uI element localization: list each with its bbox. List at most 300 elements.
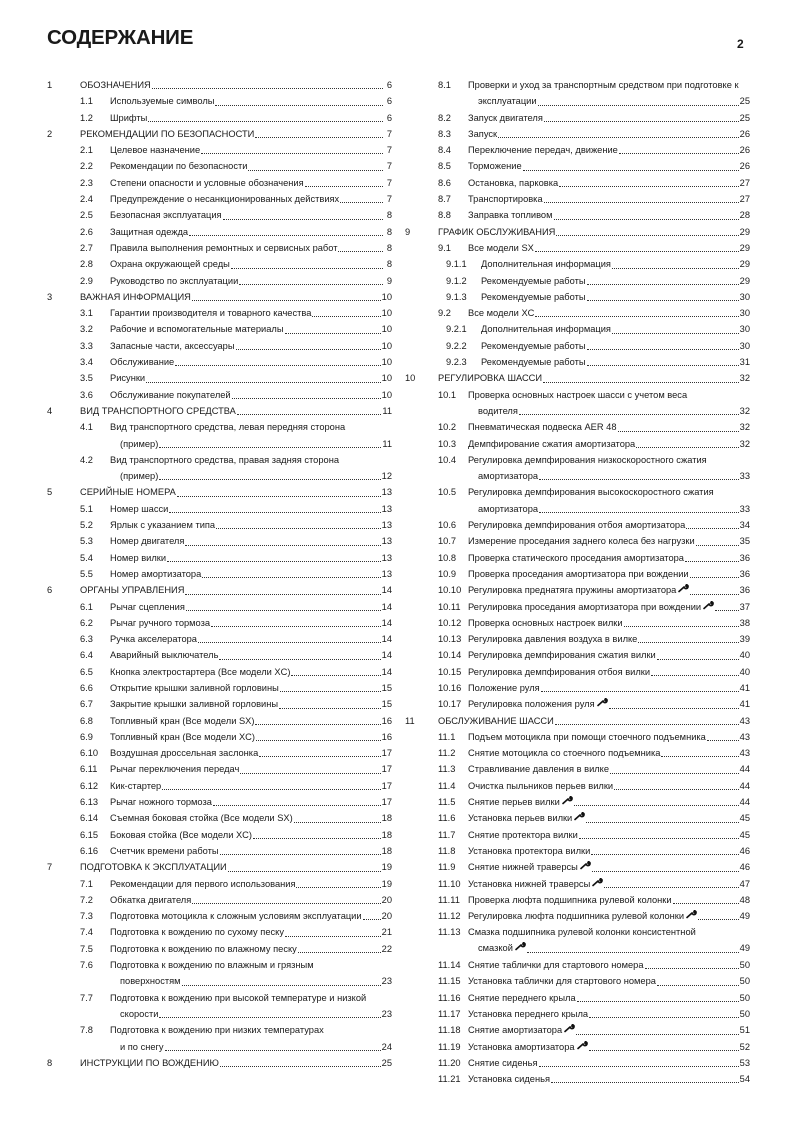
toc-entry[interactable] <box>47 256 392 272</box>
toc-entry-title: Снятие сиденья <box>468 1057 538 1068</box>
dot-leader <box>312 315 380 317</box>
toc-entry-number: 10.17 <box>438 699 462 710</box>
toc-entry-number: 6.12 <box>80 780 99 791</box>
dot-leader <box>201 152 383 154</box>
toc-entry[interactable] <box>47 110 392 126</box>
toc-entry[interactable] <box>405 729 750 745</box>
toc-entry-page: 32 <box>739 438 750 449</box>
toc-entry[interactable] <box>47 664 392 680</box>
toc-entry[interactable] <box>405 354 750 370</box>
toc-entry-page: 45 <box>739 829 750 840</box>
toc-entry[interactable] <box>405 664 750 680</box>
dot-leader <box>240 772 380 774</box>
toc-entry-page: 27 <box>739 194 750 205</box>
toc-entry[interactable] <box>47 158 392 174</box>
dot-leader <box>213 804 381 806</box>
toc-entry[interactable] <box>405 305 750 321</box>
toc-entry-page: 50 <box>739 1008 750 1019</box>
toc-entry-page: 23 <box>381 976 392 987</box>
toc-entry[interactable] <box>405 191 750 207</box>
toc-entry[interactable] <box>47 876 392 892</box>
dot-leader <box>198 641 381 643</box>
toc-entry[interactable] <box>405 550 750 566</box>
dot-leader <box>185 544 380 546</box>
toc-entry[interactable] <box>47 452 392 485</box>
toc-entry[interactable] <box>405 859 750 875</box>
toc-entry[interactable] <box>405 1039 750 1055</box>
toc-entry[interactable] <box>47 191 392 207</box>
dot-leader <box>211 625 381 627</box>
toc-entry-page: 24 <box>381 1041 392 1052</box>
toc-entry[interactable] <box>47 207 392 223</box>
toc-entry[interactable] <box>405 289 750 305</box>
toc-entry[interactable] <box>405 158 750 174</box>
dot-leader <box>253 837 381 839</box>
toc-entry-title: Снятие перьев вилки <box>468 797 560 808</box>
toc-entry[interactable] <box>405 1022 750 1038</box>
toc-entry-number: 4.2 <box>80 454 93 465</box>
toc-entry-number: 11.5 <box>438 797 456 808</box>
toc-entry[interactable] <box>405 794 750 810</box>
toc-entry[interactable] <box>47 338 392 354</box>
toc-entry-number: 8.8 <box>438 210 451 221</box>
toc-entry[interactable] <box>47 175 392 191</box>
dot-leader <box>686 527 738 529</box>
toc-entry[interactable] <box>405 387 750 420</box>
toc-entry[interactable] <box>47 126 392 142</box>
toc-entry[interactable] <box>47 354 392 370</box>
toc-entry-title: Безопасная эксплуатация <box>110 210 222 221</box>
toc-entry-title: РЕГУЛИРОВКА ШАССИ <box>438 373 543 384</box>
toc-entry-number: 6.4 <box>80 650 93 661</box>
toc-entry-title-cont: амортизатора <box>478 503 539 514</box>
toc-entry[interactable] <box>47 484 392 500</box>
toc-entry[interactable] <box>47 745 392 761</box>
toc-entry-title: Дополнительная информация <box>481 324 611 335</box>
toc-entry[interactable] <box>405 484 750 517</box>
toc-entry-number: 7.4 <box>80 927 93 938</box>
toc-entry-number: 1 <box>47 80 53 90</box>
toc-entry[interactable] <box>405 631 750 647</box>
toc-entry[interactable] <box>47 924 392 940</box>
toc-entry-title: Регулировка демпфирования высокоскоростного сжатия <box>468 487 714 498</box>
toc-entry-title: Демпфирование сжатия амортизатора <box>468 438 636 449</box>
dot-leader <box>216 527 381 529</box>
toc-entry-number: 2.9 <box>80 275 93 286</box>
toc-entry-page: 36 <box>739 585 750 596</box>
toc-entry-page: 18 <box>381 829 392 840</box>
toc-entry-title: Транспортировка <box>468 194 543 205</box>
toc-entry-number: 5.4 <box>80 552 93 563</box>
toc-entry-title: Съемная боковая стойка (Все модели SX) <box>110 813 293 824</box>
toc-entry[interactable] <box>405 990 750 1006</box>
toc-entry[interactable] <box>47 501 392 517</box>
dot-leader <box>685 560 739 562</box>
toc-entry-title: Правила выполнения ремонтных и сервисных работ <box>110 242 338 253</box>
toc-entry[interactable] <box>405 1071 750 1087</box>
toc-entry-title: Боковая стойка (Все модели XC) <box>110 829 252 840</box>
dot-leader <box>612 332 739 334</box>
toc-entry-page: 13 <box>381 552 392 563</box>
toc-entry[interactable] <box>405 77 750 110</box>
dot-leader <box>696 544 739 546</box>
toc-entry[interactable] <box>405 1055 750 1071</box>
toc-entry-page: 7 <box>386 145 392 156</box>
toc-entry[interactable] <box>405 599 750 615</box>
toc-entry[interactable] <box>47 273 392 289</box>
toc-entry[interactable] <box>47 615 392 631</box>
toc-entry-title: Рычаг сцепления <box>110 601 185 612</box>
toc-entry-page: 22 <box>381 943 392 954</box>
toc-entry-page: 18 <box>381 845 392 856</box>
toc-entry[interactable] <box>47 680 392 696</box>
toc-entry-title: Рычаг переключения передач <box>110 764 240 775</box>
toc-entry[interactable] <box>47 142 392 158</box>
toc-entry-page: 11 <box>382 438 392 449</box>
toc-entry-title: Установка амортизатора <box>468 1041 575 1052</box>
toc-entry-number: 2.5 <box>80 210 93 221</box>
toc-entry-page: 9 <box>386 275 392 286</box>
toc-entry[interactable] <box>47 77 392 93</box>
dot-leader <box>219 658 380 660</box>
toc-entry-number: 10.5 <box>438 487 457 498</box>
toc-entry-page: 52 <box>739 1041 750 1052</box>
toc-entry[interactable] <box>405 240 750 256</box>
toc-entry-number: 10.8 <box>438 552 457 563</box>
toc-entry[interactable] <box>405 647 750 663</box>
toc-entry-title: Подготовка к вождению при высокой температуре и низкой <box>110 992 367 1003</box>
toc-entry[interactable] <box>47 843 392 859</box>
dot-leader <box>159 1016 380 1018</box>
dot-leader <box>586 821 738 823</box>
toc-entry-page: 25 <box>739 96 750 107</box>
toc-entry[interactable] <box>405 696 750 712</box>
toc-entry-number: 6.9 <box>80 731 93 742</box>
toc-entry[interactable] <box>47 957 392 990</box>
dot-leader <box>661 755 738 757</box>
toc-entry[interactable] <box>405 321 750 337</box>
toc-entry-number: 3.1 <box>80 308 93 319</box>
toc-entry-number: 2.8 <box>80 259 93 270</box>
toc-entry-page: 43 <box>739 715 750 726</box>
dot-leader <box>612 267 739 269</box>
toc-entry-title: Обслуживание покупателей <box>110 389 231 400</box>
toc-entry[interactable] <box>47 631 392 647</box>
toc-entry-number: 10.6 <box>438 520 457 531</box>
toc-entry-title: Регулировка положения руля <box>468 699 595 710</box>
toc-entry-title: ПОДГОТОВКА К ЭКСПЛУАТАЦИИ <box>80 862 227 873</box>
toc-entry-page: 49 <box>739 942 750 953</box>
toc-entry-page: 8 <box>386 226 392 237</box>
toc-entry[interactable] <box>405 517 750 533</box>
toc-entry-title: Ярлык с указанием типа <box>110 520 216 531</box>
toc-entry[interactable] <box>405 827 750 843</box>
toc-entry[interactable] <box>47 566 392 582</box>
toc-entry-title: РЕКОМЕНДАЦИИ ПО БЕЗОПАСНОСТИ <box>80 128 255 139</box>
toc-entry-page: 48 <box>739 894 750 905</box>
dot-leader <box>186 609 381 611</box>
dot-leader <box>228 870 381 872</box>
toc-entry[interactable] <box>405 566 750 582</box>
toc-entry-number: 6.5 <box>80 666 93 677</box>
toc-entry[interactable] <box>405 876 750 892</box>
toc-entry-page: 19 <box>381 862 392 873</box>
toc-entry-title: Номер шасси <box>110 503 169 514</box>
toc-entry-number: 2.4 <box>80 194 93 205</box>
dot-leader <box>690 576 739 578</box>
toc-entry[interactable] <box>47 1022 392 1055</box>
toc-entry[interactable] <box>47 321 392 337</box>
toc-entry[interactable] <box>47 1055 392 1071</box>
toc-entry-number: 5.5 <box>80 568 93 579</box>
toc-entry[interactable] <box>47 647 392 663</box>
toc-entry-number: 11.4 <box>438 780 456 791</box>
toc-entry[interactable] <box>47 827 392 843</box>
toc-entry-number: 4 <box>47 405 53 416</box>
dot-leader <box>645 967 739 969</box>
toc-entry[interactable] <box>47 387 392 403</box>
dot-leader <box>519 413 739 415</box>
toc-entry-title: Гарантии производителя и товарного качества <box>110 308 312 319</box>
toc-entry[interactable] <box>47 778 392 794</box>
dot-leader <box>539 478 739 480</box>
toc-entry-title: Предупреждение о несанкционированных действиях <box>110 194 340 205</box>
dot-leader <box>539 511 739 513</box>
toc-entry[interactable] <box>405 273 750 289</box>
toc-entry-page: 29 <box>739 242 750 253</box>
toc-entry-number: 7.7 <box>80 992 93 1003</box>
page-title: СОДЕРЖАНИЕ <box>47 26 194 49</box>
dot-leader <box>604 886 738 888</box>
toc-entry-page: 21 <box>381 927 392 938</box>
dot-leader <box>177 495 381 497</box>
toc-entry-number: 11.14 <box>438 960 461 971</box>
toc-entry[interactable] <box>405 680 750 696</box>
toc-entry-number: 10.7 <box>438 536 457 547</box>
toc-entry[interactable] <box>47 990 392 1023</box>
toc-entry-title-cont: поверхностям <box>120 976 181 987</box>
toc-entry[interactable] <box>47 794 392 810</box>
toc-entry[interactable] <box>405 533 750 549</box>
toc-entry-title-cont: (пример) <box>120 471 159 482</box>
dot-leader <box>162 788 380 790</box>
toc-entry-page: 40 <box>739 666 750 677</box>
toc-entry[interactable] <box>405 761 750 777</box>
toc-entry[interactable] <box>47 810 392 826</box>
toc-entry-title-cont: и по снегу <box>120 1041 164 1052</box>
toc-entry[interactable] <box>405 908 750 924</box>
dot-leader <box>587 283 739 285</box>
dot-leader <box>146 381 381 383</box>
toc-entry-page: 7 <box>386 194 392 205</box>
toc-entry[interactable] <box>405 142 750 158</box>
toc-entry[interactable] <box>47 696 392 712</box>
toc-entry[interactable] <box>47 533 392 549</box>
dot-leader <box>555 723 739 725</box>
toc-column-right <box>405 77 750 1087</box>
toc-entry-number: 4.1 <box>80 422 93 433</box>
toc-entry-number: 11 <box>405 715 415 726</box>
toc-entry[interactable] <box>47 713 392 729</box>
toc-entry-title: Подготовка к вождению по влажным и грязным <box>110 960 314 971</box>
toc-entry-title: Установка переднего крыла <box>468 1008 589 1019</box>
dot-leader <box>248 169 383 171</box>
dot-leader <box>175 364 380 366</box>
toc-entry[interactable] <box>47 761 392 777</box>
toc-entry-number: 8.6 <box>438 177 451 188</box>
toc-entry-page: 8 <box>386 242 392 253</box>
toc-entry[interactable] <box>405 582 750 598</box>
dot-leader <box>657 658 739 660</box>
wrench-icon <box>703 600 714 616</box>
toc-entry[interactable] <box>405 338 750 354</box>
toc-entry[interactable] <box>405 126 750 142</box>
toc-entry-number: 6.15 <box>80 829 99 840</box>
dot-leader <box>236 348 381 350</box>
toc-entry-number: 6.8 <box>80 715 93 726</box>
toc-entry-title: Заправка топливом <box>468 210 553 221</box>
toc-entry-title: Ручка акселератора <box>110 634 197 645</box>
toc-entry-page: 44 <box>739 764 750 775</box>
toc-entry-number: 6.13 <box>80 797 99 808</box>
toc-entry[interactable] <box>47 419 392 452</box>
dot-leader <box>538 104 739 106</box>
toc-entry[interactable] <box>405 713 750 729</box>
toc-entry[interactable] <box>47 289 392 305</box>
dot-leader <box>285 935 381 937</box>
toc-entry[interactable] <box>405 370 750 386</box>
toc-entry-page: 36 <box>739 568 750 579</box>
dot-leader <box>535 250 739 252</box>
toc-entry[interactable] <box>405 1006 750 1022</box>
toc-entry-page: 45 <box>739 813 750 824</box>
toc-entry[interactable] <box>47 941 392 957</box>
toc-entry-page: 17 <box>381 780 392 791</box>
toc-entry[interactable] <box>47 599 392 615</box>
toc-entry-title: Степени опасности и условные обозначения <box>110 177 304 188</box>
toc-entry[interactable] <box>47 908 392 924</box>
dot-leader <box>527 951 739 953</box>
dot-leader <box>296 886 380 888</box>
toc-entry-page: 12 <box>381 471 392 482</box>
toc-entry-title: Аварийный выключатель <box>110 650 219 661</box>
wrench-icon <box>574 811 585 827</box>
toc-entry[interactable] <box>47 403 392 419</box>
toc-entry[interactable] <box>405 207 750 223</box>
toc-entry[interactable] <box>47 305 392 321</box>
toc-entry[interactable] <box>47 550 392 566</box>
toc-entry-number: 11.2 <box>438 748 456 759</box>
toc-entry-page: 37 <box>739 601 750 612</box>
toc-entry-page: 14 <box>381 585 392 596</box>
toc-entry-title: Снятие переднего крыла <box>468 992 576 1003</box>
toc-entry[interactable] <box>405 175 750 191</box>
toc-entry[interactable] <box>405 778 750 794</box>
toc-entry-title: Запасные части, аксессуары <box>110 340 235 351</box>
toc-entry-page: 14 <box>381 617 392 628</box>
toc-entry-title: Проверка статического проседания амортизатора <box>468 552 684 563</box>
dot-leader <box>587 348 739 350</box>
toc-entry-title: Запуск двигателя <box>468 112 543 123</box>
dot-leader <box>220 1065 381 1067</box>
toc-entry[interactable] <box>405 810 750 826</box>
toc-entry-number: 7.1 <box>80 878 93 889</box>
toc-entry-page: 17 <box>381 797 392 808</box>
toc-entry[interactable] <box>47 582 392 598</box>
toc-entry-page: 39 <box>739 634 750 645</box>
toc-entry-number: 10.13 <box>438 634 462 645</box>
toc-entry-page: 26 <box>739 128 750 139</box>
toc-entry[interactable] <box>405 745 750 761</box>
dot-leader <box>215 104 383 106</box>
toc-entry-number: 3.6 <box>80 389 93 400</box>
toc-entry[interactable] <box>405 419 750 435</box>
toc-entry[interactable] <box>47 517 392 533</box>
toc-entry-page: 33 <box>739 471 750 482</box>
toc-entry-number: 8.7 <box>438 194 451 205</box>
toc-entry[interactable] <box>405 256 750 272</box>
toc-entry[interactable] <box>405 110 750 126</box>
toc-entry-title: Все модели SX <box>468 242 534 253</box>
wrench-icon <box>562 795 573 811</box>
toc-entry-page: 27 <box>739 177 750 188</box>
toc-entry-page: 50 <box>739 992 750 1003</box>
toc-entry-page: 6 <box>386 112 392 123</box>
toc-entry-page: 14 <box>381 634 392 645</box>
dot-leader <box>698 918 739 920</box>
toc-entry[interactable] <box>47 729 392 745</box>
dot-leader <box>185 593 380 595</box>
toc-entry[interactable] <box>405 973 750 989</box>
toc-entry-title: Вид транспортного средства, левая передняя сторона <box>110 422 346 433</box>
toc-entry-number: 11.6 <box>438 813 456 824</box>
toc-entry-title: Все модели XC <box>468 308 535 319</box>
toc-entry[interactable] <box>47 859 392 875</box>
toc-entry-title: Подготовка к вождению по влажному песку <box>110 943 297 954</box>
toc-entry-title: Проверки и уход за транспортным средством при подготовке к <box>468 80 739 90</box>
toc-entry-title: ВАЖНАЯ ИНФОРМАЦИЯ <box>80 291 191 302</box>
toc-entry[interactable] <box>47 93 392 109</box>
toc-entry-title: Защитная одежда <box>110 226 189 237</box>
dot-leader <box>363 918 381 920</box>
toc-entry-number: 9.1 <box>438 242 451 253</box>
toc-entry-number: 3.2 <box>80 324 93 335</box>
toc-entry[interactable] <box>405 957 750 973</box>
toc-entry[interactable] <box>405 224 750 240</box>
toc-entry-title: Остановка, парковка <box>468 177 559 188</box>
dot-leader <box>556 234 738 236</box>
toc-entry[interactable] <box>405 615 750 631</box>
toc-entry-page: 35 <box>739 536 750 547</box>
toc-entry[interactable] <box>405 452 750 485</box>
dot-leader <box>690 593 738 595</box>
toc-entry[interactable] <box>47 370 392 386</box>
toc-entry-page: 14 <box>381 601 392 612</box>
toc-entry-page: 13 <box>381 568 392 579</box>
toc-entry[interactable] <box>405 892 750 908</box>
toc-entry[interactable] <box>47 240 392 256</box>
toc-entry[interactable] <box>47 892 392 908</box>
toc-entry-page: 30 <box>739 291 750 302</box>
toc-entry-page: 26 <box>739 161 750 172</box>
toc-entry[interactable] <box>405 843 750 859</box>
toc-entry-title: Переключение передач, движение <box>468 145 618 156</box>
toc-entry[interactable] <box>47 224 392 240</box>
dot-leader <box>159 478 380 480</box>
toc-entry[interactable] <box>405 924 750 957</box>
dot-leader <box>220 853 381 855</box>
toc-entry[interactable] <box>405 436 750 452</box>
